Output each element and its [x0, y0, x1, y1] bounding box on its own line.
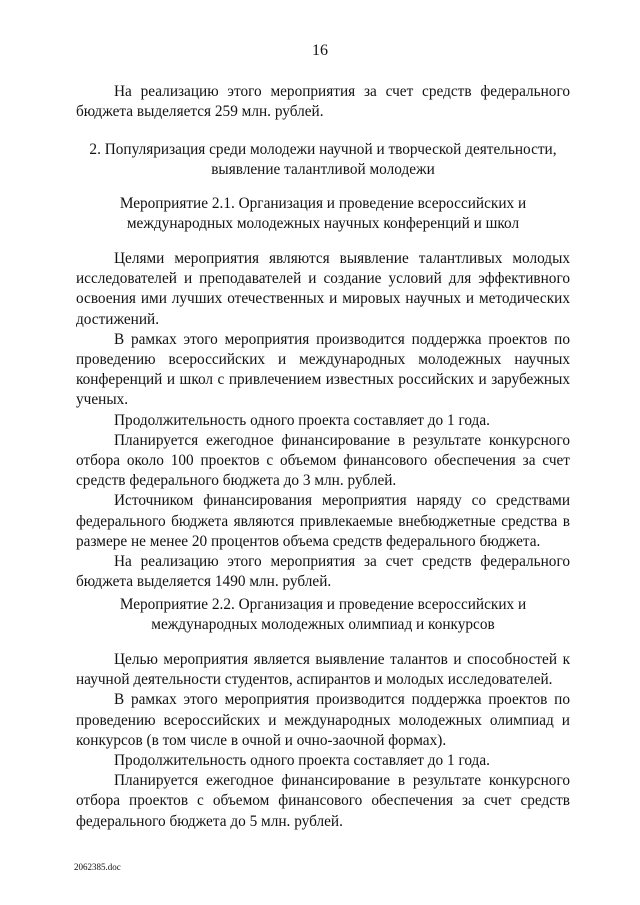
measure-2-1-title-line2: международных молодежных научных конференций и школ	[126, 215, 520, 233]
paragraph: В рамках этого мероприятия производится поддержка проектов по проведению всероссийских и международных молодежных олимпиад и конкурсов (в том числе в очной и очно-заочной формах).	[76, 691, 570, 749]
paragraph: Планируется ежегодное финансирование в результате конкурсного отбора проектов с объемом финансового обеспечения за счет средств федерального бюджета до 5 млн. рублей.	[76, 772, 570, 830]
measure-2-1-title-line1: Мероприятие 2.1. Организация и проведение всероссийских и	[119, 195, 527, 212]
paragraph: В рамках этого мероприятия производится поддержка проектов по проведению всероссийских и международных молодежных научных конференций и школ с привлечением известных российских и зарубежных ученых.	[76, 330, 570, 409]
page-number: 16	[312, 42, 328, 59]
paragraph: Продолжительность одного проекта составляет до 1 года.	[114, 752, 490, 770]
paragraph: Продолжительность одного проекта составляет до 1 года.	[114, 411, 490, 429]
section-heading	[76, 140, 570, 180]
measure-2-2-body	[76, 650, 570, 832]
paragraph: Целью мероприятия является выявление талантов и способностей к научной деятельности студентов, аспирантов и молодых исследователей.	[76, 651, 570, 689]
measure-2-2-title-line2: международных молодежных олимпиад и конкурсов	[151, 616, 495, 634]
paragraph: Планируется ежегодное финансирование в результате конкурсного отбора около 100 проектов с объемом финансового обеспечения за счет средств федерального бюджета до 3 млн. рублей.	[76, 431, 570, 490]
measure-2-1-title	[76, 194, 570, 234]
paragraph: Целями мероприятия являются выявление талантливых молодых исследователей и преподавателей и создание условий для эффективного освоения ими лучших отечественных и мировых научных и методических достижений.	[76, 250, 570, 328]
paragraph: Источником финансирования мероприятия наряду со средствами федерального бюджета являются привлекаемые внебюджетные средства в размере не менее 20 процентов объема средств федерального бюджета.	[76, 492, 570, 550]
footer-doc-id: 2062385.doc	[74, 862, 121, 872]
intro-paragraph: На реализацию этого мероприятия за счет средств федерального бюджета выделяется 259 млн. рублей.	[76, 83, 570, 121]
paragraph: На реализацию этого мероприятия за счет средств федерального бюджета выделяется 1490 млн. рублей.	[76, 553, 570, 591]
section-heading-line1: 2. Популяризация среди молодежи научной и творческой деятельности,	[89, 141, 557, 158]
section-heading-line2: выявление талантливой молодежи	[211, 161, 435, 179]
measure-2-1-body	[76, 249, 570, 592]
measure-2-2-title-line1: Мероприятие 2.2. Организация и проведение всероссийских и	[119, 596, 527, 613]
measure-2-2-title	[76, 595, 570, 635]
